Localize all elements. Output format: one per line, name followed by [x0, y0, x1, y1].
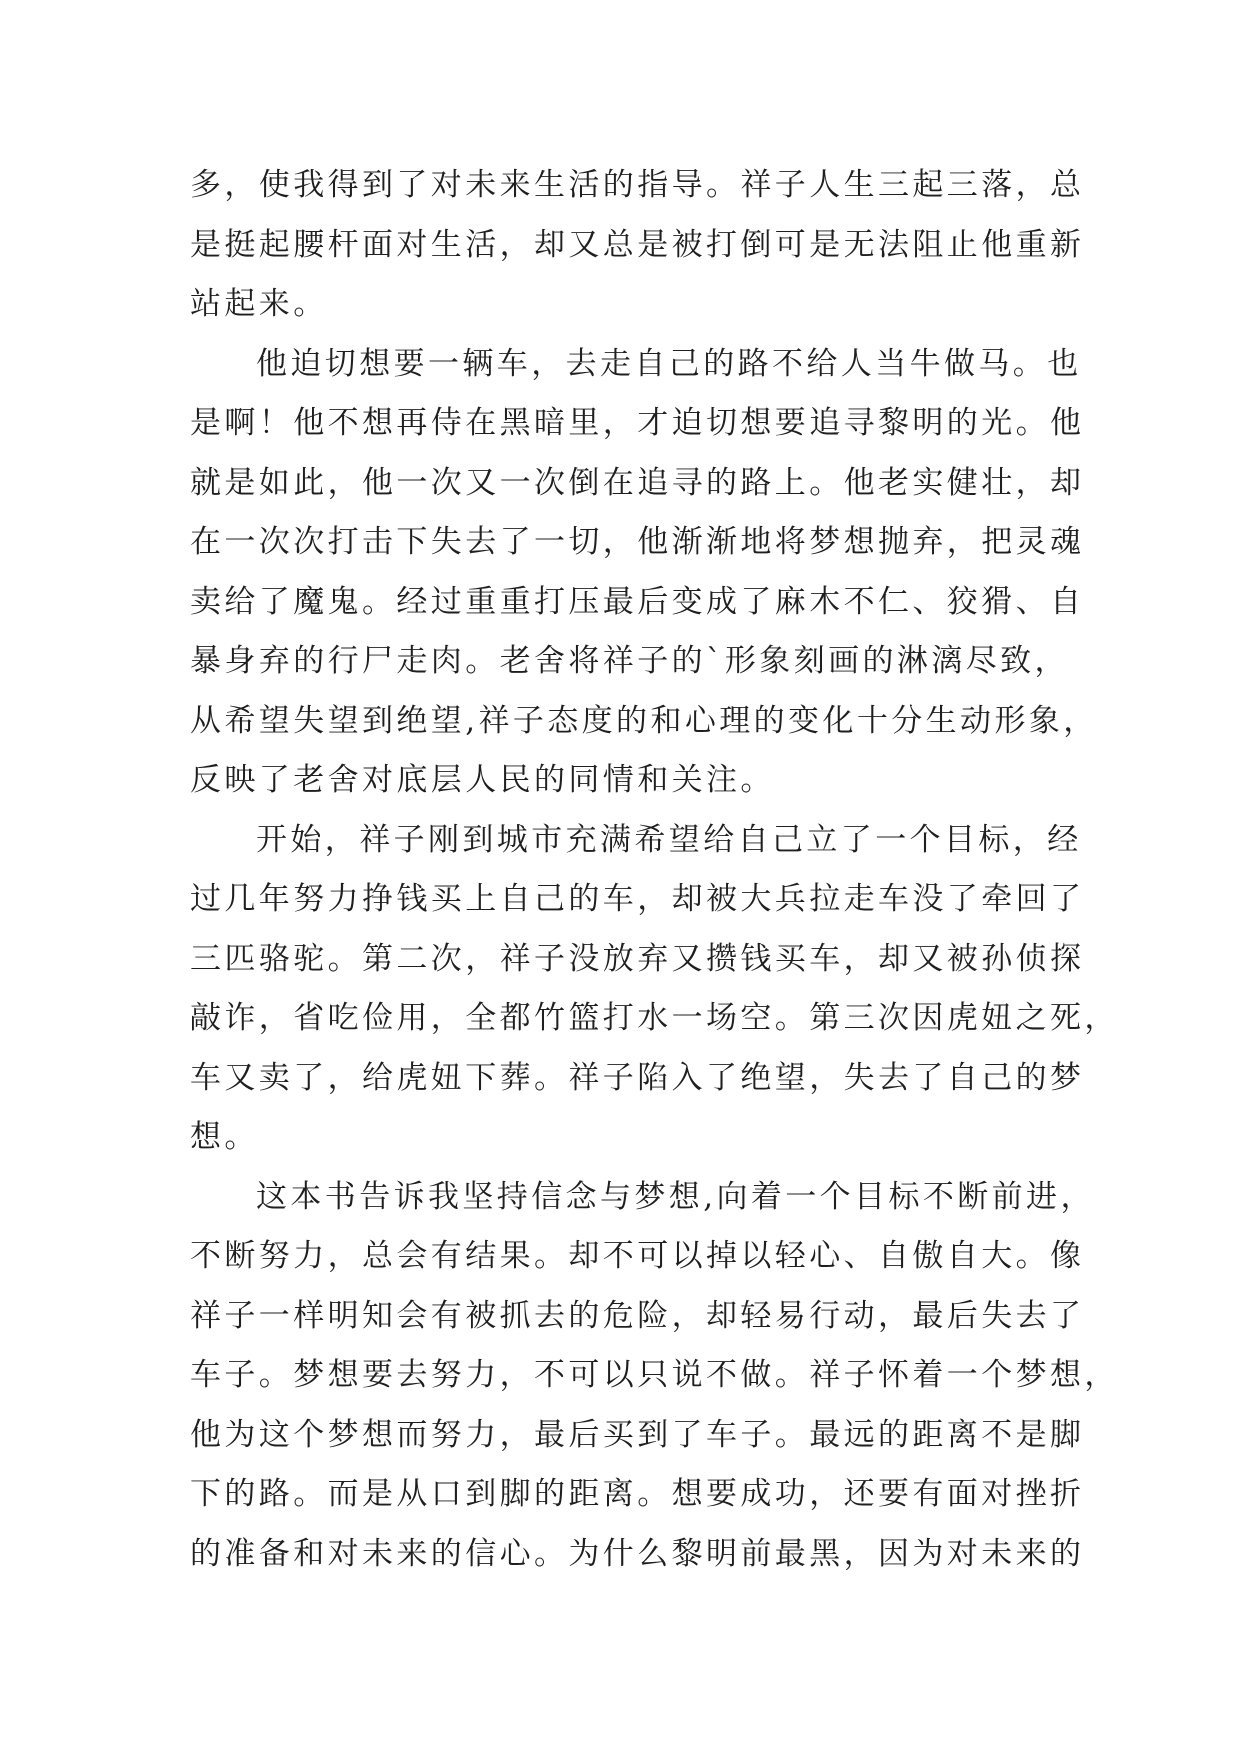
- paragraph: [190, 811, 1119, 1168]
- text-line: 三匹骆驼。第二次，祥子没放弃又攒钱买车，却又被孙侦探: [190, 940, 1085, 977]
- text-line: 反映了老舍对底层人民的同情和关注。: [190, 762, 775, 798]
- text-line: 他迫切想要一辆车，去走自己的路不给人当牛做马。也: [256, 345, 1082, 382]
- text-line: 下的路。而是从口到脚的距离。想要成功，还要有面对挫折: [190, 1476, 1085, 1512]
- text-line: 这本书告诉我坚持信念与梦想,向着一个目标不断前进，: [256, 1178, 1095, 1215]
- paragraph: [190, 335, 1098, 811]
- text-line: 不断努力，总会有结果。却不可以掉以轻心、自傲自大。像: [190, 1238, 1085, 1274]
- text-line: 开始，祥子刚到城市充满希望给自己立了一个目标，经: [256, 821, 1082, 858]
- text-line: 多，使我得到了对未来生活的指导。祥子人生三起三落，总: [190, 167, 1085, 203]
- paragraph: [190, 1168, 1119, 1585]
- text-line: 车又卖了，给虎妞下葬。祥子陷入了绝望，失去了自己的梦: [190, 1059, 1085, 1096]
- text-line: 祥子一样明知会有被抓去的危险，却轻易行动，最后失去了: [190, 1297, 1085, 1334]
- text-line: 的准备和对未来的信心。为什么黎明前最黑，因为对未来的: [190, 1535, 1085, 1572]
- text-line: 他为这个梦想而努力，最后买到了车子。最远的距离不是脚: [190, 1416, 1085, 1453]
- text-line: 敲诈，省吃俭用，全都竹篮打水一场空。第三次因虎妞之死，: [190, 1000, 1119, 1036]
- text-line: 车子。梦想要去努力，不可以只说不做。祥子怀着一个梦想，: [190, 1357, 1119, 1393]
- text-line: 就是如此，他一次又一次倒在追寻的路上。他老实健壮，却: [190, 464, 1085, 501]
- paragraph: [190, 156, 1085, 335]
- text-line: 过几年努力挣钱买上自己的车，却被大兵拉走车没了牵回了: [190, 881, 1085, 917]
- document-body: [190, 156, 1119, 1584]
- text-line: 是挺起腰杆面对生活，却又总是被打倒可是无法阻止他重新: [190, 226, 1085, 263]
- text-line: 是啊！他不想再侍在黑暗里，才迫切想要追寻黎明的光。他: [190, 405, 1085, 441]
- text-line: 暴身弃的行尸走肉。老舍将祥子的`形象刻画的淋漓尽致，: [190, 643, 1069, 679]
- text-line: 站起来。: [190, 286, 328, 322]
- text-line: 在一次次打击下失去了一切，他渐渐地将梦想抛弃，把灵魂: [190, 524, 1085, 560]
- text-line: 想。: [190, 1119, 259, 1155]
- text-line: 从希望失望到绝望,祥子态度的和心理的变化十分生动形象，: [190, 702, 1098, 739]
- text-line: 卖给了魔鬼。经过重重打压最后变成了麻木不仁、狡猾、自: [190, 583, 1085, 620]
